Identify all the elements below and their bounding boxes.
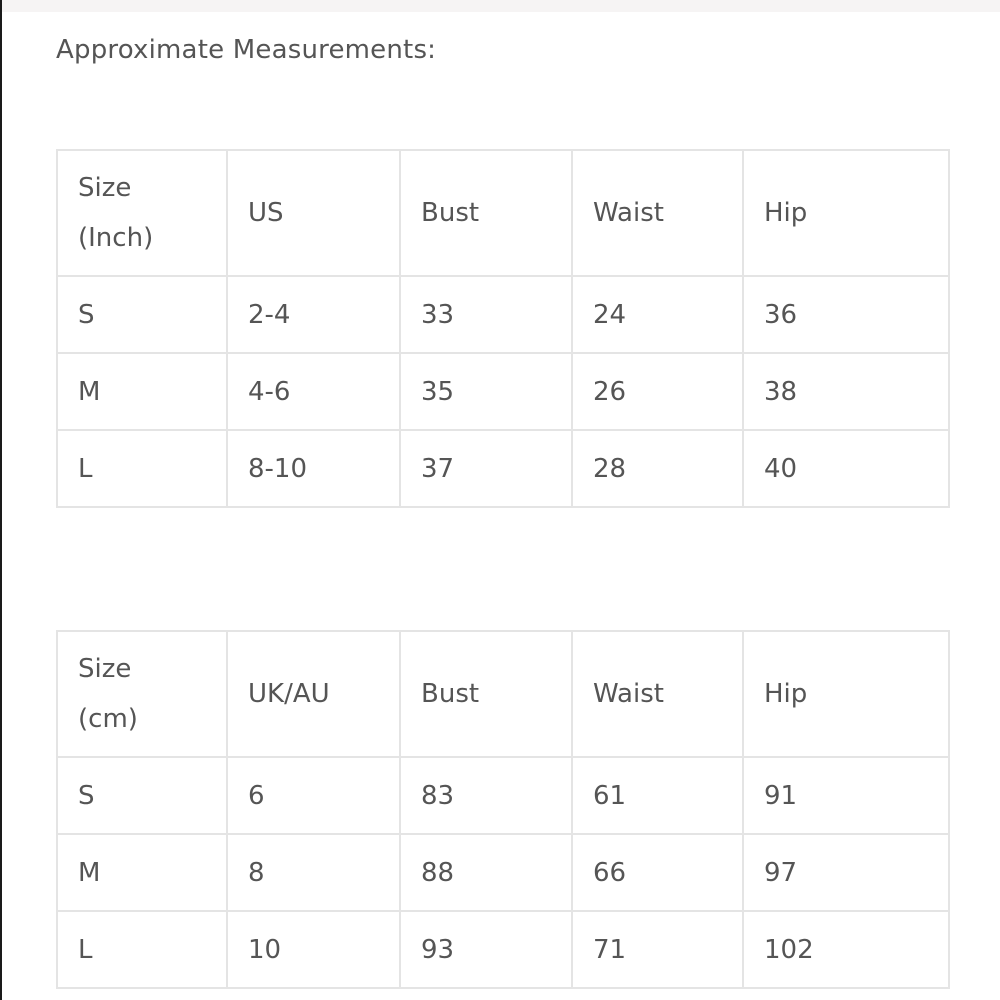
size-label: Size <box>78 654 132 684</box>
table-cell: 37 <box>400 430 572 507</box>
table-cell: 8 <box>227 834 400 911</box>
table-cell: S <box>57 276 227 353</box>
table-cell: 71 <box>572 911 743 988</box>
column-header: Waist <box>572 631 743 757</box>
column-header: Bust <box>400 631 572 757</box>
table-cell: 40 <box>743 430 949 507</box>
table-cell: 88 <box>400 834 572 911</box>
table-cell: L <box>57 430 227 507</box>
table-cell: 35 <box>400 353 572 430</box>
page-title: Approximate Measurements: <box>56 35 437 65</box>
table-cell: 91 <box>743 757 949 834</box>
table-row <box>57 757 949 834</box>
cm-size-table <box>56 630 950 989</box>
table-row <box>57 353 949 430</box>
top-strip <box>0 0 1000 12</box>
table-cell: L <box>57 911 227 988</box>
table-header-row <box>57 631 949 757</box>
table-cell: 66 <box>572 834 743 911</box>
table-cell: 38 <box>743 353 949 430</box>
table-cell: 83 <box>400 757 572 834</box>
column-header: Hip <box>743 631 949 757</box>
column-header: Hip <box>743 150 949 276</box>
table-header-row <box>57 150 949 276</box>
table-cell: 8-10 <box>227 430 400 507</box>
table-cell: 102 <box>743 911 949 988</box>
unit-label: (cm) <box>78 704 138 734</box>
size-header <box>57 150 227 276</box>
column-header: Bust <box>400 150 572 276</box>
column-header: UK/AU <box>227 631 400 757</box>
table-cell: 61 <box>572 757 743 834</box>
unit-label: (Inch) <box>78 223 154 253</box>
table-cell: 36 <box>743 276 949 353</box>
inch-size-table <box>56 149 950 508</box>
table-cell: 10 <box>227 911 400 988</box>
size-header <box>57 631 227 757</box>
size-label: Size <box>78 173 132 203</box>
table-cell: M <box>57 353 227 430</box>
table-cell: 6 <box>227 757 400 834</box>
column-header: US <box>227 150 400 276</box>
left-edge <box>0 0 2 1000</box>
table-cell: 93 <box>400 911 572 988</box>
table-row <box>57 834 949 911</box>
table-cell: 2-4 <box>227 276 400 353</box>
table-cell: 97 <box>743 834 949 911</box>
table-row <box>57 276 949 353</box>
table-cell: 4-6 <box>227 353 400 430</box>
table-cell: 26 <box>572 353 743 430</box>
table-cell: 33 <box>400 276 572 353</box>
table-row <box>57 430 949 507</box>
column-header: Waist <box>572 150 743 276</box>
table-cell: M <box>57 834 227 911</box>
table-cell: 24 <box>572 276 743 353</box>
table-cell: S <box>57 757 227 834</box>
table-row <box>57 911 949 988</box>
table-cell: 28 <box>572 430 743 507</box>
